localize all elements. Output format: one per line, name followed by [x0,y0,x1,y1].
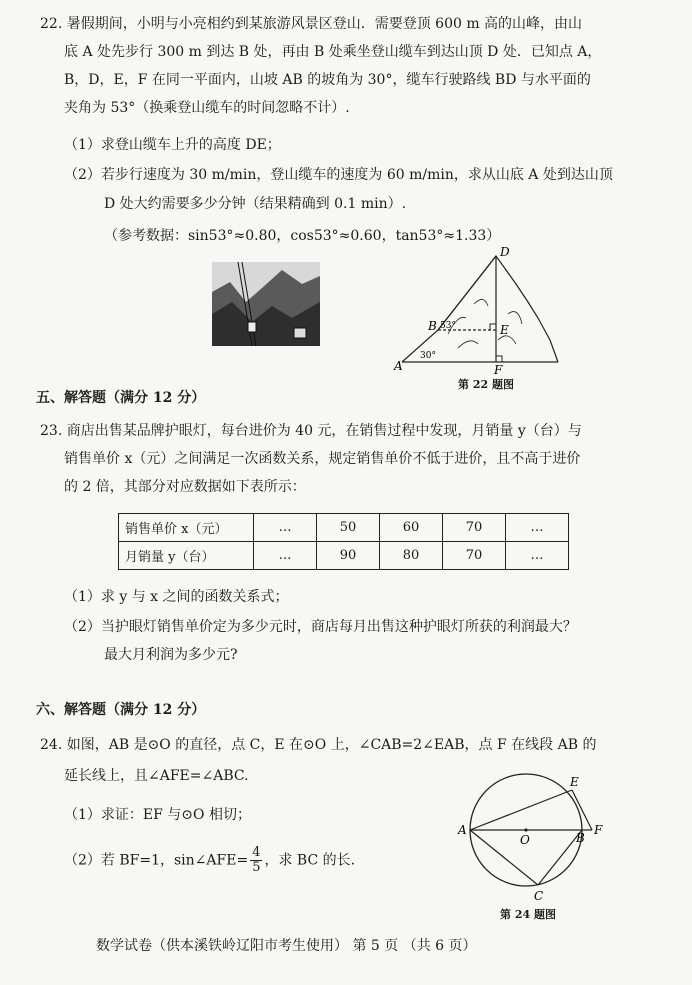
q22-line-2: 底 A 处先步行 300 m 到达 B 处，再由 B 处乘坐登山缆车到达山顶 D 处．已知点 A， [64,44,602,60]
table-cell: … [254,542,317,570]
label-A: A [458,823,467,837]
table-cell: … [506,542,569,570]
table-cell: 70 [443,542,506,570]
q22-line-4: 夹角为 53°（换乘登山缆车的时间忽略不计）. [64,100,350,116]
table-cell: 90 [317,542,380,570]
table-cell: 80 [380,542,443,570]
table-row-sales [119,542,569,570]
label-B: B [576,831,585,845]
label-O: O [520,833,530,847]
fraction-numerator: 4 [252,845,261,860]
label-F: F [594,823,603,837]
q24-line-1: 24. 如图，AB 是⊙O 的直径，点 C，E 在⊙O 上，∠CAB=2∠EAB，点 F 在线段 AB 的 [40,737,597,753]
label-E: E [570,775,579,789]
q23-line-1: 23. 商店出售某品牌护眼灯，每台进价为 40 元，在销售过程中发现，月销量 y（台）与 [40,423,582,439]
q24-part-2-pre: （2）若 BF=1，sin∠AFE= [64,852,249,869]
q22-part-1: （1）求登山缆车上升的高度 DE； [64,137,281,153]
table-cell: 60 [380,514,443,542]
q23-line-3: 的 2 倍，其部分对应数据如下表所示： [64,479,306,495]
table-cell: 月销量 y（台） [119,542,254,570]
label-angle-53: 53° [440,321,456,331]
section-5-heading: 五、解答题（满分 12 分） [36,390,206,406]
q23-line-2: 销售单价 x（元）之间满足一次函数关系，规定销售单价不低于进价，且不高于进价 [64,451,581,467]
label-B: B [428,319,437,333]
label-C: C [534,889,544,903]
table-cell: … [254,514,317,542]
q22-part-2a: （2）若步行速度为 30 m/min，登山缆车的速度为 60 m/min，求从山底 A 处到达山顶 [64,167,613,183]
q23-part-2a: （2）当护眼灯销售单价定为多少元时，商店每月出售这种护眼灯所获的利润最大？ [64,619,577,635]
q22-part-2b: D 处大约需要多少分钟（结果精确到 0.1 min）. [104,196,407,212]
q23-part-2b: 最大月利润为多少元? [104,647,238,663]
q22-line-3: B，D，E，F 在同一平面内，山坡 AB 的坡角为 30°，缆车行驶路线 BD 与水平面的 [64,72,591,88]
fraction-4-5 [250,846,262,875]
diagram-lines [402,256,558,362]
label-F: F [494,363,503,374]
label-E: E [500,323,509,337]
figure-24-diagram [452,770,612,910]
q23-part-1: （1）求 y 与 x 之间的函数关系式； [64,589,289,605]
table-cell: 70 [443,514,506,542]
section-6-heading: 六、解答题（满分 12 分） [36,702,206,718]
figure-24-caption: 第 24 题图 [500,908,556,921]
q22-reference-data: （参考数据：sin53°≈0.80，cos53°≈0.60，tan53°≈1.33） [104,228,501,244]
q24-line-2: 延长线上，且∠AFE=∠ABC. [64,768,249,784]
figure-22-caption: 第 22 题图 [458,378,514,391]
table-row-price [119,514,569,542]
q24-part-2-post: ，求 BC 的长. [264,852,356,869]
q24-part-2 [64,846,355,875]
label-A: A [394,359,403,373]
table-cell: 50 [317,514,380,542]
table-cell: 销售单价 x（元） [119,514,254,542]
q22-line-1: 22. 暑假期间，小明与小亮相约到某旅游风景区登山．需要登顶 600 m 高的山峰，由山 [40,16,583,32]
label-D: D [500,245,510,259]
figure-22-diagram [388,244,568,374]
table-cell: … [506,514,569,542]
page-footer: 数学试卷（供本溪铁岭辽阳市考生使用） 第 5 页 （共 6 页） [96,938,477,954]
center-dot [524,828,527,831]
fraction-denominator: 5 [252,860,261,875]
q23-data-table [118,513,569,570]
label-angle-30: 30° [420,351,436,361]
cable-car-photo [212,262,320,346]
mountain-outline [402,256,558,362]
q24-part-1: （1）求证：EF 与⊙O 相切； [64,807,251,823]
